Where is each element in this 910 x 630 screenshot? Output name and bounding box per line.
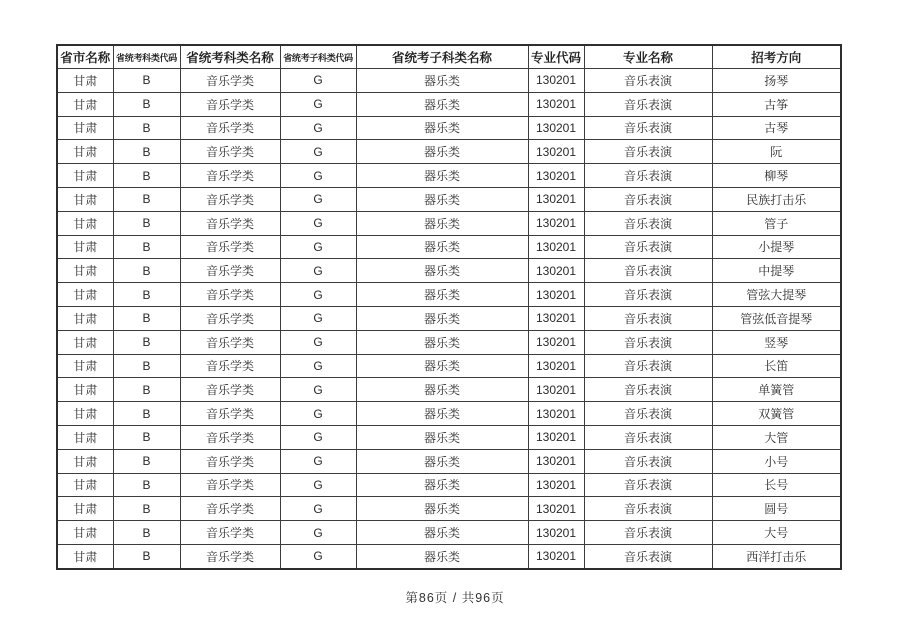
table-cell: 音乐表演 bbox=[584, 306, 712, 330]
table-cell: 古筝 bbox=[712, 92, 841, 116]
table-cell: 器乐类 bbox=[356, 187, 528, 211]
table-cell: G bbox=[280, 497, 356, 521]
table-cell: 音乐学类 bbox=[180, 92, 280, 116]
table-cell: 130201 bbox=[528, 164, 584, 188]
table-cell: 130201 bbox=[528, 330, 584, 354]
table-cell: 音乐学类 bbox=[180, 140, 280, 164]
table-cell: 甘肃 bbox=[57, 521, 113, 545]
table-cell: G bbox=[280, 235, 356, 259]
table-cell: 音乐学类 bbox=[180, 69, 280, 93]
table-row bbox=[57, 497, 841, 521]
table-cell: 音乐表演 bbox=[584, 354, 712, 378]
table-cell: 器乐类 bbox=[356, 211, 528, 235]
table-cell: 130201 bbox=[528, 259, 584, 283]
table-row bbox=[57, 164, 841, 188]
table-cell: 阮 bbox=[712, 140, 841, 164]
table-cell: G bbox=[280, 402, 356, 426]
table-cell: B bbox=[113, 425, 180, 449]
table-cell: 甘肃 bbox=[57, 187, 113, 211]
table-cell: B bbox=[113, 306, 180, 330]
table-cell: B bbox=[113, 521, 180, 545]
table-row bbox=[57, 69, 841, 93]
table-row bbox=[57, 92, 841, 116]
table-cell: G bbox=[280, 116, 356, 140]
table-cell: 管子 bbox=[712, 211, 841, 235]
table-cell: G bbox=[280, 330, 356, 354]
table-cell: 音乐学类 bbox=[180, 116, 280, 140]
table-cell: 器乐类 bbox=[356, 354, 528, 378]
table-cell: 甘肃 bbox=[57, 473, 113, 497]
table-cell: 音乐表演 bbox=[584, 140, 712, 164]
table-cell: 单簧管 bbox=[712, 378, 841, 402]
table-cell: B bbox=[113, 378, 180, 402]
table-cell: 甘肃 bbox=[57, 211, 113, 235]
table-cell: 130201 bbox=[528, 521, 584, 545]
table-row bbox=[57, 330, 841, 354]
table-row bbox=[57, 259, 841, 283]
page-indicator: 第86页 / 共96页 bbox=[405, 591, 505, 605]
table-cell: 甘肃 bbox=[57, 235, 113, 259]
table-cell: 管弦低音提琴 bbox=[712, 306, 841, 330]
table-cell: G bbox=[280, 449, 356, 473]
exam-category-table bbox=[56, 44, 842, 570]
table-cell: 音乐学类 bbox=[180, 306, 280, 330]
table-cell: 器乐类 bbox=[356, 116, 528, 140]
table-cell: G bbox=[280, 92, 356, 116]
table-cell: B bbox=[113, 164, 180, 188]
table-cell: 大管 bbox=[712, 425, 841, 449]
table-cell: 音乐表演 bbox=[584, 473, 712, 497]
table-cell: 甘肃 bbox=[57, 544, 113, 568]
table-cell: 器乐类 bbox=[356, 140, 528, 164]
table-cell: 器乐类 bbox=[356, 473, 528, 497]
table-cell: 大号 bbox=[712, 521, 841, 545]
table-cell: G bbox=[280, 259, 356, 283]
table-cell: B bbox=[113, 497, 180, 521]
table-cell: 130201 bbox=[528, 402, 584, 426]
table-cell: 小号 bbox=[712, 449, 841, 473]
table-row bbox=[57, 402, 841, 426]
table-cell: 130201 bbox=[528, 354, 584, 378]
table-cell: 双簧管 bbox=[712, 402, 841, 426]
table-cell: 130201 bbox=[528, 449, 584, 473]
table-cell: 130201 bbox=[528, 187, 584, 211]
table-cell: 130201 bbox=[528, 211, 584, 235]
table-cell: 音乐学类 bbox=[180, 354, 280, 378]
table-cell: 130201 bbox=[528, 306, 584, 330]
table-cell: 器乐类 bbox=[356, 330, 528, 354]
table-cell: B bbox=[113, 235, 180, 259]
table-cell: 音乐学类 bbox=[180, 521, 280, 545]
table-row bbox=[57, 283, 841, 307]
table-cell: 音乐学类 bbox=[180, 330, 280, 354]
table-cell: 音乐表演 bbox=[584, 283, 712, 307]
table-cell: B bbox=[113, 69, 180, 93]
table-row bbox=[57, 140, 841, 164]
table-cell: 音乐学类 bbox=[180, 449, 280, 473]
table-cell: 音乐学类 bbox=[180, 211, 280, 235]
table-cell: 130201 bbox=[528, 544, 584, 568]
table-cell: G bbox=[280, 69, 356, 93]
table-cell: 圆号 bbox=[712, 497, 841, 521]
table-cell: G bbox=[280, 164, 356, 188]
table-cell: 音乐表演 bbox=[584, 187, 712, 211]
table-row bbox=[57, 235, 841, 259]
table-cell: 音乐表演 bbox=[584, 259, 712, 283]
table-cell: 音乐表演 bbox=[584, 116, 712, 140]
table-cell: 甘肃 bbox=[57, 164, 113, 188]
table-cell: 130201 bbox=[528, 473, 584, 497]
column-header-recruit-direction: 招考方向 bbox=[712, 45, 841, 69]
table-cell: 器乐类 bbox=[356, 69, 528, 93]
table-cell: 音乐学类 bbox=[180, 402, 280, 426]
table-cell: 甘肃 bbox=[57, 378, 113, 402]
table-cell: 甘肃 bbox=[57, 69, 113, 93]
column-header-sub-category-code: 省统考子科类代码 bbox=[280, 45, 356, 69]
table-cell: G bbox=[280, 140, 356, 164]
table-row bbox=[57, 425, 841, 449]
table-cell: 音乐学类 bbox=[180, 235, 280, 259]
table-cell: 器乐类 bbox=[356, 425, 528, 449]
table-row bbox=[57, 116, 841, 140]
table-cell: B bbox=[113, 211, 180, 235]
table-cell: 中提琴 bbox=[712, 259, 841, 283]
table-cell: 长笛 bbox=[712, 354, 841, 378]
table-cell: G bbox=[280, 306, 356, 330]
table-cell: 音乐学类 bbox=[180, 164, 280, 188]
table-cell: 音乐表演 bbox=[584, 402, 712, 426]
table-cell: 音乐表演 bbox=[584, 330, 712, 354]
table-cell: 竖琴 bbox=[712, 330, 841, 354]
table-cell: 音乐学类 bbox=[180, 473, 280, 497]
table-cell: B bbox=[113, 140, 180, 164]
table-cell: 音乐表演 bbox=[584, 69, 712, 93]
table-cell: 音乐表演 bbox=[584, 425, 712, 449]
column-header-major-code: 专业代码 bbox=[528, 45, 584, 69]
table-cell: G bbox=[280, 283, 356, 307]
table-cell: 器乐类 bbox=[356, 544, 528, 568]
column-header-major-name: 专业名称 bbox=[584, 45, 712, 69]
table-cell: G bbox=[280, 425, 356, 449]
table-cell: 古琴 bbox=[712, 116, 841, 140]
table-cell: 甘肃 bbox=[57, 306, 113, 330]
table-cell: 柳琴 bbox=[712, 164, 841, 188]
table-row bbox=[57, 211, 841, 235]
table-cell: 音乐学类 bbox=[180, 425, 280, 449]
table-cell: 音乐表演 bbox=[584, 211, 712, 235]
table-cell: B bbox=[113, 283, 180, 307]
table-cell: 130201 bbox=[528, 283, 584, 307]
table-cell: 长号 bbox=[712, 473, 841, 497]
table-cell: 音乐表演 bbox=[584, 449, 712, 473]
table-cell: B bbox=[113, 354, 180, 378]
table-cell: 甘肃 bbox=[57, 402, 113, 426]
table-cell: G bbox=[280, 544, 356, 568]
table-cell: 器乐类 bbox=[356, 449, 528, 473]
table-cell: 音乐表演 bbox=[584, 544, 712, 568]
column-header-exam-category-name: 省统考科类名称 bbox=[180, 45, 280, 69]
table-cell: 甘肃 bbox=[57, 259, 113, 283]
table-cell: 音乐学类 bbox=[180, 259, 280, 283]
table-cell: 音乐表演 bbox=[584, 164, 712, 188]
table-cell: B bbox=[113, 449, 180, 473]
table-cell: B bbox=[113, 402, 180, 426]
table-cell: 管弦大提琴 bbox=[712, 283, 841, 307]
table-cell: 器乐类 bbox=[356, 259, 528, 283]
table-cell: 音乐表演 bbox=[584, 521, 712, 545]
table-cell: 音乐学类 bbox=[180, 283, 280, 307]
column-header-province-name: 省市名称 bbox=[57, 45, 113, 69]
table-cell: 器乐类 bbox=[356, 92, 528, 116]
table-cell: 130201 bbox=[528, 92, 584, 116]
table-cell: B bbox=[113, 92, 180, 116]
table-cell: 甘肃 bbox=[57, 116, 113, 140]
table-row bbox=[57, 449, 841, 473]
table-cell: 器乐类 bbox=[356, 402, 528, 426]
table-cell: G bbox=[280, 378, 356, 402]
table-row bbox=[57, 354, 841, 378]
table-cell: 130201 bbox=[528, 140, 584, 164]
table-row bbox=[57, 187, 841, 211]
table-row bbox=[57, 306, 841, 330]
table-cell: 西洋打击乐 bbox=[712, 544, 841, 568]
table-cell: 130201 bbox=[528, 69, 584, 93]
column-header-exam-category-code: 省统考科类代码 bbox=[113, 45, 180, 69]
table-cell: 甘肃 bbox=[57, 449, 113, 473]
table-cell: 130201 bbox=[528, 497, 584, 521]
table-cell: G bbox=[280, 211, 356, 235]
table-cell: B bbox=[113, 473, 180, 497]
table-cell: 音乐学类 bbox=[180, 497, 280, 521]
table-cell: 器乐类 bbox=[356, 497, 528, 521]
table-row bbox=[57, 521, 841, 545]
table-row bbox=[57, 378, 841, 402]
table-cell: 130201 bbox=[528, 378, 584, 402]
table-cell: 甘肃 bbox=[57, 425, 113, 449]
table-cell: 音乐学类 bbox=[180, 378, 280, 402]
table-cell: 音乐学类 bbox=[180, 187, 280, 211]
table-cell: 器乐类 bbox=[356, 164, 528, 188]
table-row bbox=[57, 544, 841, 568]
table-cell: G bbox=[280, 354, 356, 378]
table-cell: 小提琴 bbox=[712, 235, 841, 259]
table-cell: B bbox=[113, 116, 180, 140]
table-cell: B bbox=[113, 544, 180, 568]
table-cell: 音乐表演 bbox=[584, 92, 712, 116]
table-cell: 器乐类 bbox=[356, 378, 528, 402]
table-cell: 130201 bbox=[528, 425, 584, 449]
table-cell: G bbox=[280, 473, 356, 497]
table-cell: 甘肃 bbox=[57, 330, 113, 354]
table-cell: 甘肃 bbox=[57, 283, 113, 307]
table-cell: 130201 bbox=[528, 116, 584, 140]
table-cell: 器乐类 bbox=[356, 283, 528, 307]
table-cell: B bbox=[113, 259, 180, 283]
table-cell: 甘肃 bbox=[57, 497, 113, 521]
table-cell: G bbox=[280, 521, 356, 545]
table-cell: B bbox=[113, 187, 180, 211]
table-header-row bbox=[57, 45, 841, 69]
table-cell: 器乐类 bbox=[356, 521, 528, 545]
table-cell: 甘肃 bbox=[57, 92, 113, 116]
table-cell: 音乐表演 bbox=[584, 497, 712, 521]
table-cell: 器乐类 bbox=[356, 306, 528, 330]
table-row bbox=[57, 473, 841, 497]
table-cell: 器乐类 bbox=[356, 235, 528, 259]
table-cell: 甘肃 bbox=[57, 140, 113, 164]
table-cell: 音乐学类 bbox=[180, 544, 280, 568]
table-cell: G bbox=[280, 187, 356, 211]
table-cell: 民族打击乐 bbox=[712, 187, 841, 211]
table-cell: 扬琴 bbox=[712, 69, 841, 93]
table-cell: 音乐表演 bbox=[584, 235, 712, 259]
column-header-sub-category-name: 省统考子科类名称 bbox=[356, 45, 528, 69]
table-cell: 甘肃 bbox=[57, 354, 113, 378]
table-cell: B bbox=[113, 330, 180, 354]
table-cell: 130201 bbox=[528, 235, 584, 259]
table-cell: 音乐表演 bbox=[584, 378, 712, 402]
